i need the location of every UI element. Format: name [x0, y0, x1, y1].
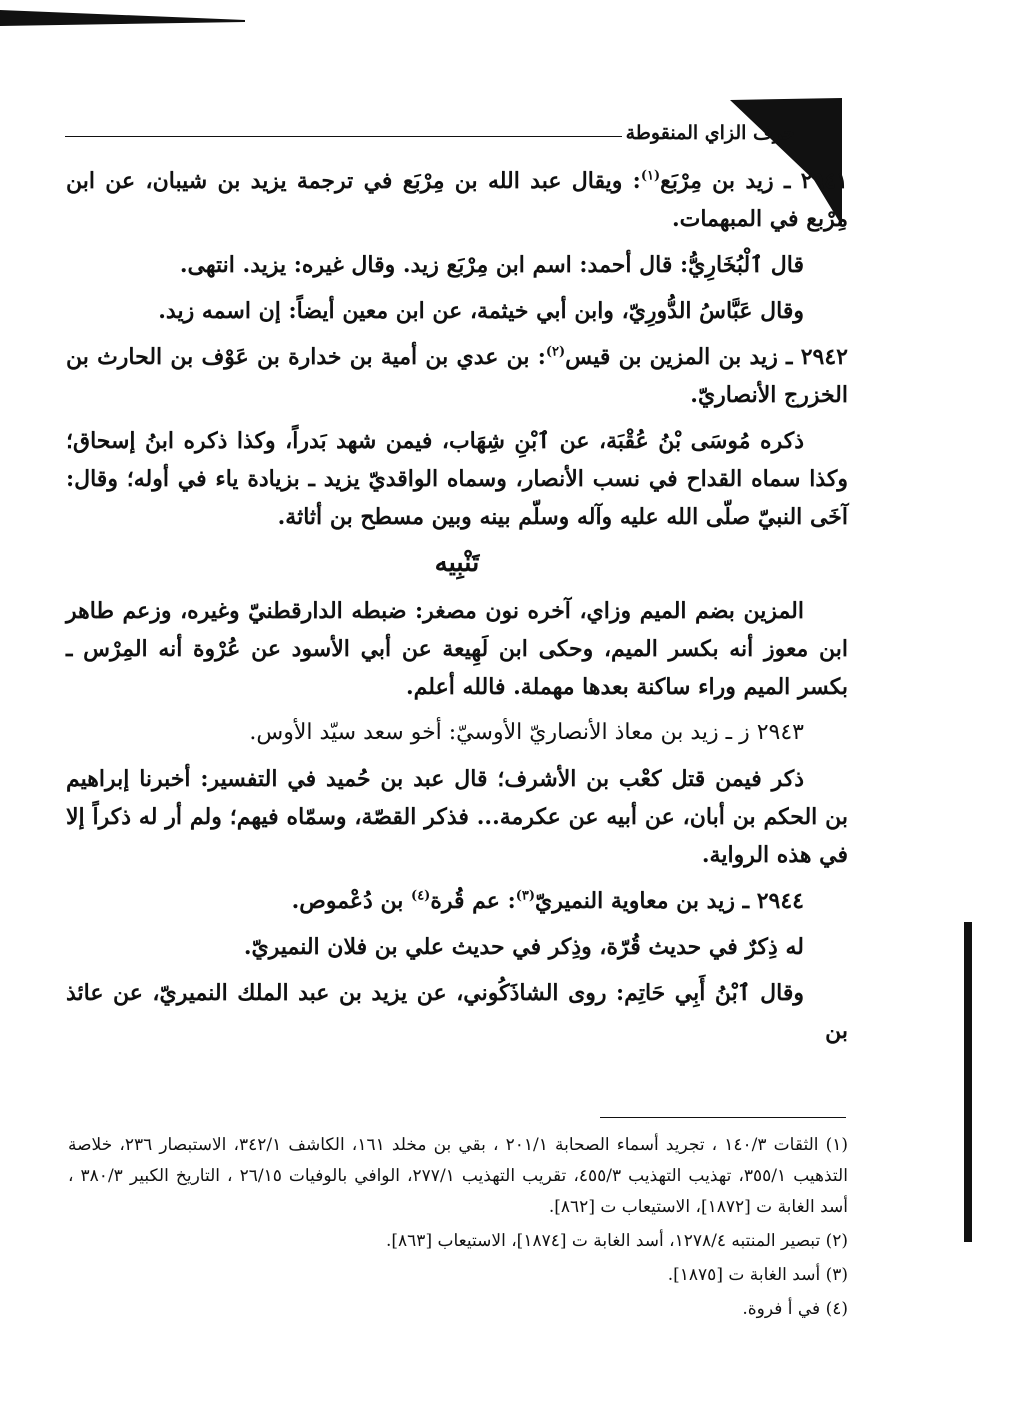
scan-side-mark: [964, 922, 972, 1242]
paragraph: قال ٱلْبُخَارِيُّ: قال أحمد: اسم ابن مِرْبَع زيد. وقال غيره: يزيد. انتهى.: [179, 252, 804, 278]
paragraph: المزين بضم الميم وزاي، آخره نون مصغر: ضبطه الدارقطنيّ وغيره، وزعم طاهر ابن معوز أنه بكسر الميم، وحكى ابن لَهِيعة عن أبي الأسود عن عُرْوة أنه المِرْس ـ بكسر الميم وراء ساكنة بعدها مهملة. فالله أعلم.: [66, 598, 848, 700]
paragraph: وقال عَبَّاسُ الدُّورِيّ، وابن أبي خيثمة، عن ابن معين أيضاً: إن اسمه زيد.: [158, 298, 804, 324]
paragraph: وقال ٱبْنُ أَبِي حَاتِم: روى الشاذَكُوني، عن يزيد بن عبد الملك النميريّ، عن عائذ بن: [66, 980, 848, 1044]
entry-2941: [66, 162, 848, 238]
entry-2943: ٢٩٤٣ ز ـ زيد بن معاذ الأنصاريّ الأوسيّ: أخو سعد سيّد الأوس.: [249, 720, 804, 745]
entry-text: : ويقال عبد الله بن مِرْبَع في ترجمة يزيد بن شيبان، عن ابن مِرْبع في المبهمات.: [66, 168, 848, 232]
footnote-ref: (٣): [515, 888, 536, 904]
footnote: (٢) تبصير المنتبه ١٢٧٨/٤، أسد الغابة ت [١٨٧٤]، الاستيعاب [٨٦٣].: [386, 1231, 848, 1251]
header-rule: [65, 136, 622, 137]
footnote: (٣) أسد الغابة ت [١٨٧٥].: [667, 1265, 848, 1285]
footnote-ref: (٤): [411, 888, 431, 904]
entry-text: : بن عدي بن أمية بن خدارة بن عَوْف بن الحارث بن الخزرج الأنصاريّ.: [66, 344, 848, 408]
footnote: (١) الثقات ١٤٠/٣ ، تجريد أسماء الصحابة ٢٠١/١ ، بقي بن مخلد ١٦١، الكاشف ٣٤٢/١، الاستبصار ٢٣٦، خلاصة التذهيب ٣٥٥/١، تهذيب التهذيب ٤٥٥/٣، تقريب التهذيب ٢٧٧/١، الوافي بالوفيات ٢٦/١٥ ، التاريخ الكبير ٣٨٠/٣ ، أسد الغابة ت [١٨٧٢]، الاستيعاب ت [٨٦٢].: [68, 1135, 849, 1217]
paragraph: ذكره مُوسَى بْنُ عُقْبَة، عن ٱبْنِ شِهَاب، فيمن شهد بَدراً، وكذا ذكره ابنُ إسحاق؛ وكذا سماه القداح في نسب الأنصار، وسماه الواقديّ يزيد ـ بزيادة ياء في أوله؛ وقال: آخَى النبيّ صلّى الله عليه وآله وسلّم بينه وبين مسطح بن أثاثة.: [66, 428, 848, 530]
scan-edge-mark: [0, 8, 245, 26]
entry-heading: ٢٩٤٢ ـ زيد بن المزين بن قيس: [565, 344, 848, 370]
footnote-separator: [600, 1117, 846, 1118]
footnote-ref: (٢): [545, 344, 566, 360]
entry-heading: ٢٩٤١ ـ زيد بن مِرْبَع: [660, 168, 848, 194]
entry-text: بن دُعْموص.: [291, 888, 412, 914]
section-heading: تَنْبِيه: [434, 548, 480, 578]
entry-2944: [66, 882, 848, 920]
footnote: (٤) في أ فروة.: [742, 1299, 848, 1319]
entry-text: : عم قُرة: [430, 888, 516, 914]
footnotes: [68, 1130, 848, 1328]
main-text: [66, 162, 848, 1058]
paragraph: ذكر فيمن قتل كعْب بن الأشرف؛ قال عبد بن حُميد في التفسير: أخبرنا إبراهيم بن الحكم بن أبان، عن أبيه عن عكرمة... فذكر القصّة، وسمّاه فيهم؛ ولم أر له ذكراً إلا في هذه الرواية.: [66, 766, 848, 868]
running-header: [65, 114, 795, 144]
entry-heading: ٢٩٤٤ ـ زيد بن معاوية النميريّ: [535, 888, 804, 914]
chapter-title: حرف الزاي المنقوطة: [625, 122, 795, 144]
entry-2942: [66, 338, 848, 414]
paragraph: له ذِكرٌ في حديث قُرّة، وذِكر في حديث علي بن فلان النميريّ.: [243, 934, 804, 960]
footnote-ref: (١): [640, 168, 661, 184]
